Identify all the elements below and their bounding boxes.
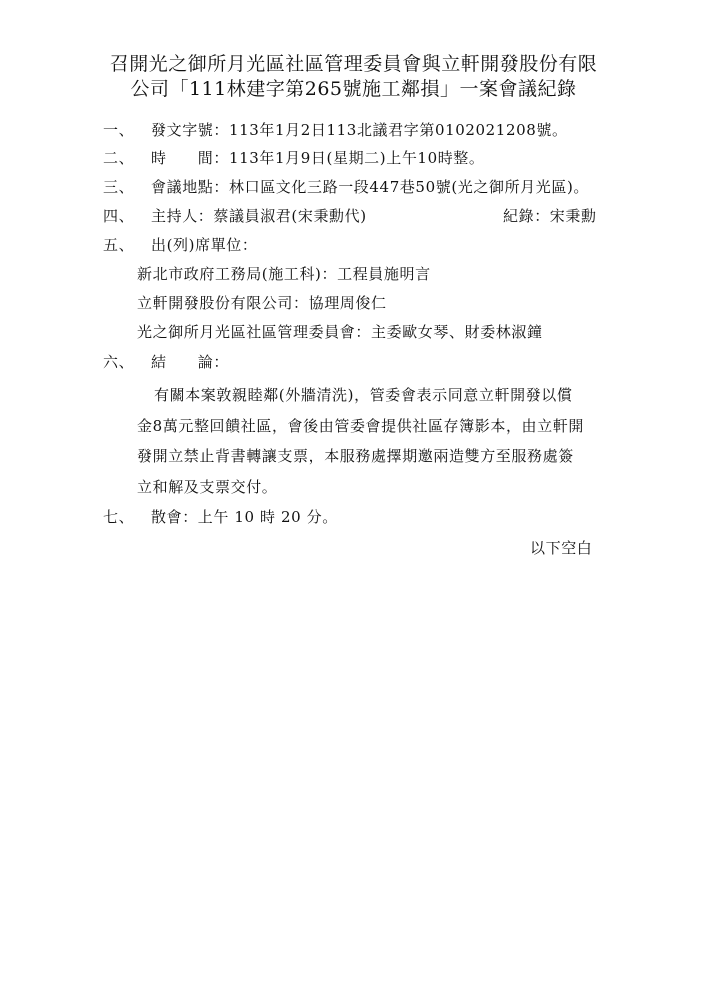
item-number: 五、	[103, 236, 135, 254]
item-text: 出(列)席單位：	[151, 236, 258, 254]
footer-blank-note: 以下空白	[530, 539, 593, 557]
item-attendees-heading	[103, 235, 258, 255]
item-adjournment	[103, 507, 338, 527]
item-text: 散會：上午 10 時 20 分。	[151, 508, 338, 526]
document-title-line-2: 公司「111林建字第265號施工鄰損」一案會議紀錄	[130, 78, 577, 100]
item-meeting-location	[103, 177, 589, 197]
document-title-line-1: 召開光之御所月光區社區管理委員會與立軒開發股份有限	[109, 53, 598, 75]
item-number: 三、	[103, 178, 135, 196]
conclusion-line: 立和解及支票交付。	[137, 478, 278, 496]
item-number: 七、	[103, 508, 135, 526]
item-number: 一、	[103, 121, 135, 139]
conclusion-line: 發開立禁止背書轉讓支票，本服務處擇期邀兩造雙方至服務處簽	[137, 447, 574, 465]
item-issue-number	[103, 120, 568, 140]
item-meeting-time	[103, 148, 485, 168]
item-text: 主持人：蔡議員淑君(宋秉勳代)	[151, 207, 367, 225]
item-number: 六、	[103, 353, 135, 371]
attendee-line: 立軒開發股份有限公司：協理周俊仁	[137, 294, 387, 312]
item-number: 二、	[103, 149, 135, 167]
item-conclusion-heading	[103, 352, 229, 372]
item-text: 時 間：113年1月9日(星期二)上午10時整。	[151, 149, 485, 167]
recorder-text: 紀錄：宋秉勳	[503, 207, 597, 225]
item-number: 四、	[103, 207, 135, 225]
item-chairperson	[103, 206, 603, 226]
attendee-line: 光之御所月光區社區管理委員會：主委歐女琴、財委林淑鐘	[137, 323, 543, 341]
item-text: 發文字號：113年1月2日113北議君字第0102021208號。	[151, 121, 568, 139]
item-text: 結 論：	[151, 353, 230, 371]
attendee-line: 新北市政府工務局(施工科)：工程員施明言	[137, 265, 431, 283]
conclusion-line: 金8萬元整回饋社區，會後由管委會提供社區存簿影本，由立軒開	[137, 417, 584, 435]
item-text: 會議地點：林口區文化三路一段447巷50號(光之御所月光區)。	[151, 178, 590, 196]
conclusion-line: 有關本案敦親睦鄰(外牆清洗)，管委會表示同意立軒開發以償	[154, 386, 573, 404]
